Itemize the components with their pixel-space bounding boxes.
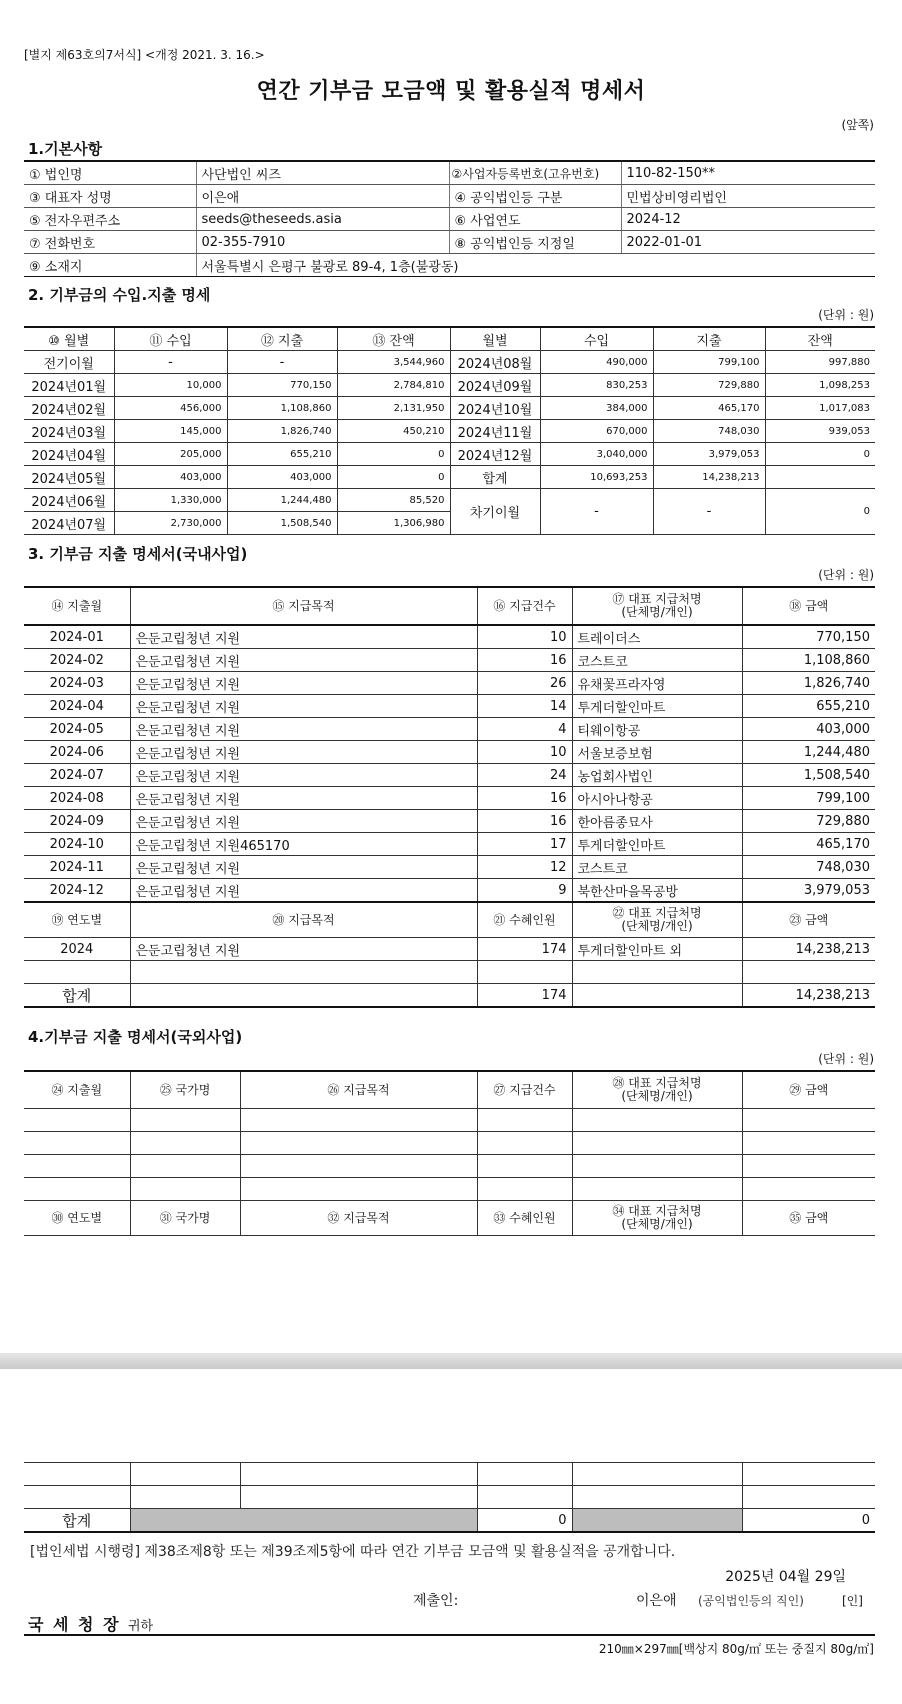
amount-cell: - <box>540 489 653 535</box>
domestic-header2-row <box>24 902 875 938</box>
payee-cell: 농업회사법인 <box>572 764 742 787</box>
amount-cell: 670,000 <box>540 420 653 443</box>
table-row <box>24 718 875 741</box>
amount-cell: 3,979,053 <box>653 443 765 466</box>
payee-cell: 트레이더스 <box>572 625 742 649</box>
total-row <box>24 984 875 1008</box>
purpose-cell: 은둔고립청년 지원 <box>130 938 477 961</box>
amount-cell: 2,730,000 <box>114 512 227 535</box>
col-header: ㉔ 지출월 <box>24 1071 130 1109</box>
amount-cell: 997,880 <box>765 351 875 374</box>
count-cell: 24 <box>477 764 572 787</box>
form-number: [별지 제63호의7서식] <개정 2021. 3. 16.> <box>24 48 265 62</box>
table-row <box>24 397 875 420</box>
amount-cell: 1,508,540 <box>227 512 337 535</box>
col-header: ㉓ 금액 <box>742 902 875 938</box>
month-cell: 2024-03 <box>24 672 130 695</box>
table-row <box>24 1178 875 1201</box>
amount-cell: 729,880 <box>653 374 765 397</box>
col-header: ⑫ 지출 <box>227 327 337 351</box>
month-cell: 2024-02 <box>24 649 130 672</box>
foreign-header-row <box>24 1071 875 1109</box>
foreign-expense-table-cont <box>24 1462 875 1533</box>
col-header: ⑬ 잔액 <box>337 327 450 351</box>
amount-cell: - <box>653 489 765 535</box>
payee-cell: 코스트코 <box>572 649 742 672</box>
basic-row <box>24 231 875 254</box>
amount-cell: 2,131,950 <box>337 397 450 420</box>
table-row <box>24 1109 875 1132</box>
month-cell: 2024년08월 <box>450 351 540 374</box>
col-header: ㉚ 연도별 <box>24 1201 130 1236</box>
basic-value: 02-355-7910 <box>196 231 449 254</box>
legal-notice: [법인세법 시행령] 제38조제8항 또는 제39조제5항에 따라 연간 기부금 모금액 및 활용실적을 공개합니다. <box>30 1544 676 1560</box>
submitter-label: 제출인: <box>413 1593 459 1609</box>
basic-key: ⑧ 공익법인등 지정일 <box>449 231 621 254</box>
payee-cell: 서울보증보험 <box>572 741 742 764</box>
recipient: 국 세 청 장 <box>28 1615 121 1634</box>
domestic-expense-table <box>24 586 875 1008</box>
purpose-cell: 은둔고립청년 지원 <box>130 810 477 833</box>
payee-cell: 유채꽃프라자영 <box>572 672 742 695</box>
month-cell: 2024-05 <box>24 718 130 741</box>
unit-label: (단위 : 원) <box>818 568 874 582</box>
month-cell: 2024년03월 <box>24 420 114 443</box>
domestic-header-row <box>24 587 875 625</box>
amount-cell: 655,210 <box>742 695 875 718</box>
total-label: 합계 <box>24 1509 130 1533</box>
purpose-cell: 은둔고립청년 지원 <box>130 625 477 649</box>
month-cell: 2024년05월 <box>24 466 114 489</box>
section-foreign-title: 4.기부금 지출 명세서(국외사업) <box>28 1028 243 1046</box>
col-header: ⑭ 지출월 <box>24 587 130 625</box>
amount-cell: 403,000 <box>227 466 337 489</box>
basic-row <box>24 254 875 277</box>
purpose-cell: 은둔고립청년 지원 <box>130 695 477 718</box>
purpose-cell: 은둔고립청년 지원 <box>130 787 477 810</box>
table-row <box>24 879 875 903</box>
month-cell: 2024-07 <box>24 764 130 787</box>
amount-cell: 748,030 <box>653 420 765 443</box>
amount-cell: 1,826,740 <box>742 672 875 695</box>
col-header: ㉖ 지급목적 <box>240 1071 477 1109</box>
submission-date: 2025년 04월 29일 <box>725 1569 846 1585</box>
amount-cell: 939,053 <box>765 420 875 443</box>
amount-cell: 1,330,000 <box>114 489 227 512</box>
month-cell: 2024년10월 <box>450 397 540 420</box>
basic-value: 사단법인 씨즈 <box>196 161 449 185</box>
amount-cell: 0 <box>337 466 450 489</box>
honorific: 귀하 <box>128 1619 154 1634</box>
section-domestic-title: 3. 기부금 지출 명세서(국내사업) <box>28 545 248 563</box>
basic-value: 이은애 <box>196 185 449 208</box>
purpose-cell: 은둔고립청년 지원 <box>130 649 477 672</box>
table-row <box>24 764 875 787</box>
foreign-expense-table <box>24 1070 875 1236</box>
count-cell: 9 <box>477 879 572 903</box>
table-row <box>24 695 875 718</box>
table-row <box>24 741 875 764</box>
payee-cell: 투게더할인마트 외 <box>572 938 742 961</box>
col-header: ㉕ 국가명 <box>130 1071 240 1109</box>
month-cell: 2024-09 <box>24 810 130 833</box>
count-cell: 12 <box>477 856 572 879</box>
month-cell: 2024년06월 <box>24 489 114 512</box>
count-cell: 10 <box>477 625 572 649</box>
total-amount: 0 <box>742 1509 875 1533</box>
table-row <box>24 649 875 672</box>
table-row <box>24 1486 875 1509</box>
foreign-header2-row <box>24 1201 875 1236</box>
seal-mark: [인] <box>842 1594 863 1608</box>
month-cell: 2024년02월 <box>24 397 114 420</box>
amount-cell: 0 <box>765 489 875 535</box>
month-cell: 2024-04 <box>24 695 130 718</box>
amount-cell: 456,000 <box>114 397 227 420</box>
purpose-cell: 은둔고립청년 지원 <box>130 879 477 903</box>
col-header: 잔액 <box>765 327 875 351</box>
paper-spec: 210㎜×297㎜[백상지 80g/㎡ 또는 중질지 80g/㎡] <box>598 1642 874 1656</box>
month-cell: 2024년12월 <box>450 443 540 466</box>
table-row <box>24 351 875 374</box>
table-row <box>24 961 875 984</box>
count-cell: 174 <box>477 938 572 961</box>
total-row <box>24 1509 875 1533</box>
total-label: 합계 <box>24 984 130 1008</box>
basic-key: ③ 대표자 성명 <box>24 185 196 208</box>
basic-key: ④ 공익법인등 구분 <box>449 185 621 208</box>
payee-cell: 투게더할인마트 <box>572 695 742 718</box>
amount-cell: 490,000 <box>540 351 653 374</box>
col-header: ⑩ 월별 <box>24 327 114 351</box>
month-cell: 2024년04월 <box>24 443 114 466</box>
col-header: ㉘ 대표 지급처명 (단체명/개인) <box>572 1071 742 1109</box>
col-header: ㉞ 대표 지급처명 (단체명/개인) <box>572 1201 742 1236</box>
basic-row <box>24 185 875 208</box>
count-cell: 14 <box>477 695 572 718</box>
submitter-role: (공익법인등의 직인) <box>698 1594 804 1608</box>
amount-cell: 1,244,480 <box>742 741 875 764</box>
table-row <box>24 489 875 512</box>
year-cell: 2024 <box>24 938 130 961</box>
table-row <box>24 938 875 961</box>
month-cell: 2024-12 <box>24 879 130 903</box>
month-cell: 2024년09월 <box>450 374 540 397</box>
col-header: ⑳ 지급목적 <box>130 902 477 938</box>
amount-cell: 384,000 <box>540 397 653 420</box>
table-row <box>24 625 875 649</box>
table-row <box>24 672 875 695</box>
amount-cell: 465,170 <box>653 397 765 420</box>
basic-value: 110-82-150** <box>621 161 875 185</box>
document-title: 연간 기부금 모금액 및 활용실적 명세서 <box>256 79 646 104</box>
total-amount: 14,238,213 <box>742 984 875 1008</box>
count-cell: 26 <box>477 672 572 695</box>
table-row <box>24 1155 875 1178</box>
amount-cell: 770,150 <box>742 625 875 649</box>
amount-cell: 729,880 <box>742 810 875 833</box>
amount-cell: - <box>114 351 227 374</box>
amount-cell: 748,030 <box>742 856 875 879</box>
col-header: ㉟ 금액 <box>742 1201 875 1236</box>
amount-cell: 403,000 <box>742 718 875 741</box>
col-header: ⑱ 금액 <box>742 587 875 625</box>
amount-cell: 403,000 <box>114 466 227 489</box>
basic-key: ⑥ 사업연도 <box>449 208 621 231</box>
purpose-cell: 은둔고립청년 지원 <box>130 718 477 741</box>
payee-cell: 코스트코 <box>572 856 742 879</box>
amount-cell: - <box>227 351 337 374</box>
submitter-name: 이은애 <box>636 1593 677 1609</box>
col-header: 월별 <box>450 327 540 351</box>
col-header: ⑮ 지급목적 <box>130 587 477 625</box>
purpose-cell: 은둔고립청년 지원 <box>130 764 477 787</box>
page-side-label: (앞쪽) <box>841 118 874 132</box>
amount-cell: 14,238,213 <box>742 938 875 961</box>
total-count: 174 <box>477 984 572 1008</box>
month-cell: 2024-06 <box>24 741 130 764</box>
count-cell: 17 <box>477 833 572 856</box>
amount-cell: 3,979,053 <box>742 879 875 903</box>
amount-cell: 1,017,083 <box>765 397 875 420</box>
purpose-cell: 은둔고립청년 지원 <box>130 856 477 879</box>
count-cell: 16 <box>477 810 572 833</box>
amount-cell: 1,508,540 <box>742 764 875 787</box>
col-header: ⑰ 대표 지급처명 (단체명/개인) <box>572 587 742 625</box>
month-cell: 합계 <box>450 466 540 489</box>
section-income-title: 2. 기부금의 수입.지출 명세 <box>28 286 211 304</box>
month-cell: 2024-08 <box>24 787 130 810</box>
basic-row <box>24 208 875 231</box>
payee-cell: 아시아나항공 <box>572 787 742 810</box>
month-cell: 2024-11 <box>24 856 130 879</box>
col-header: 지출 <box>653 327 765 351</box>
amount-cell: 145,000 <box>114 420 227 443</box>
amount-cell: 1,108,860 <box>742 649 875 672</box>
amount-cell: 10,693,253 <box>540 466 653 489</box>
amount-cell: 655,210 <box>227 443 337 466</box>
table-row <box>24 466 875 489</box>
amount-cell: 830,253 <box>540 374 653 397</box>
col-header: ⑯ 지급건수 <box>477 587 572 625</box>
col-header: ㉛ 국가명 <box>130 1201 240 1236</box>
basic-value: seeds@theseeds.asia <box>196 208 449 231</box>
basic-row <box>24 161 875 185</box>
amount-cell: 3,544,960 <box>337 351 450 374</box>
month-cell: 2024년11월 <box>450 420 540 443</box>
basic-value: 2024-12 <box>621 208 875 231</box>
income-header-row <box>24 327 875 351</box>
amount-cell: 799,100 <box>742 787 875 810</box>
count-cell: 16 <box>477 649 572 672</box>
table-row <box>24 443 875 466</box>
basic-info-table <box>24 160 875 277</box>
basic-value: 민법상비영리법인 <box>621 185 875 208</box>
amount-cell: 3,040,000 <box>540 443 653 466</box>
amount-cell: 0 <box>765 443 875 466</box>
amount-cell: 0 <box>337 443 450 466</box>
col-header: ㉒ 대표 지급처명 (단체명/개인) <box>572 902 742 938</box>
basic-key: ⑦ 전화번호 <box>24 231 196 254</box>
amount-cell: 14,238,213 <box>653 466 765 489</box>
amount-cell: 1,826,740 <box>227 420 337 443</box>
count-cell: 10 <box>477 741 572 764</box>
purpose-cell: 은둔고립청년 지원 <box>130 741 477 764</box>
col-header: 수입 <box>540 327 653 351</box>
col-header: ㉑ 수혜인원 <box>477 902 572 938</box>
amount-cell: 1,244,480 <box>227 489 337 512</box>
purpose-cell: 은둔고립청년 지원 <box>130 672 477 695</box>
page-break <box>0 1353 902 1369</box>
total-count: 0 <box>477 1509 572 1533</box>
month-cell: 2024-10 <box>24 833 130 856</box>
count-cell: 16 <box>477 787 572 810</box>
payee-cell: 투게더할인마트 <box>572 833 742 856</box>
amount-cell: 465,170 <box>742 833 875 856</box>
month-cell: 차기이월 <box>450 489 540 535</box>
amount-cell: 205,000 <box>114 443 227 466</box>
col-header: ㉗ 지급건수 <box>477 1071 572 1109</box>
amount-cell: 1,108,860 <box>227 397 337 420</box>
table-row <box>24 374 875 397</box>
unit-label: (단위 : 원) <box>818 1052 874 1066</box>
col-header: ㉝ 수혜인원 <box>477 1201 572 1236</box>
table-row <box>24 1132 875 1155</box>
basic-key: ⑤ 전자우편주소 <box>24 208 196 231</box>
month-cell: 2024년07월 <box>24 512 114 535</box>
table-row <box>24 833 875 856</box>
amount-cell: 770,150 <box>227 374 337 397</box>
basic-key: ① 법인명 <box>24 161 196 185</box>
purpose-cell: 은둔고립청년 지원465170 <box>130 833 477 856</box>
amount-cell: 2,784,810 <box>337 374 450 397</box>
amount-cell: 1,098,253 <box>765 374 875 397</box>
month-cell: 2024년01월 <box>24 374 114 397</box>
payee-cell: 한아름종묘사 <box>572 810 742 833</box>
count-cell: 4 <box>477 718 572 741</box>
col-header: ㉜ 지급목적 <box>240 1201 477 1236</box>
unit-label: (단위 : 원) <box>818 308 874 322</box>
basic-key: ②사업자등록번호(고유번호) <box>449 161 621 185</box>
amount-cell: 1,306,980 <box>337 512 450 535</box>
table-row <box>24 787 875 810</box>
table-row <box>24 810 875 833</box>
payee-cell: 티웨이항공 <box>572 718 742 741</box>
amount-cell: 85,520 <box>337 489 450 512</box>
month-cell: 전기이월 <box>24 351 114 374</box>
basic-key: ⑨ 소재지 <box>24 254 196 277</box>
col-header: ⑲ 연도별 <box>24 902 130 938</box>
amount-cell: 10,000 <box>114 374 227 397</box>
amount-cell: 799,100 <box>653 351 765 374</box>
table-row <box>24 856 875 879</box>
payee-cell: 북한산마을목공방 <box>572 879 742 903</box>
col-header: ⑪ 수입 <box>114 327 227 351</box>
divider <box>24 1634 875 1636</box>
col-header: ㉙ 금액 <box>742 1071 875 1109</box>
basic-value: 서울특별시 은평구 불광로 89-4, 1층(불광동) <box>196 254 875 277</box>
table-row <box>24 420 875 443</box>
amount-cell <box>765 466 875 489</box>
month-cell: 2024-01 <box>24 625 130 649</box>
section-basic-title: 1.기본사항 <box>28 140 103 158</box>
table-row <box>24 1463 875 1486</box>
income-expense-table <box>24 326 875 535</box>
basic-value: 2022-01-01 <box>621 231 875 254</box>
amount-cell: 450,210 <box>337 420 450 443</box>
